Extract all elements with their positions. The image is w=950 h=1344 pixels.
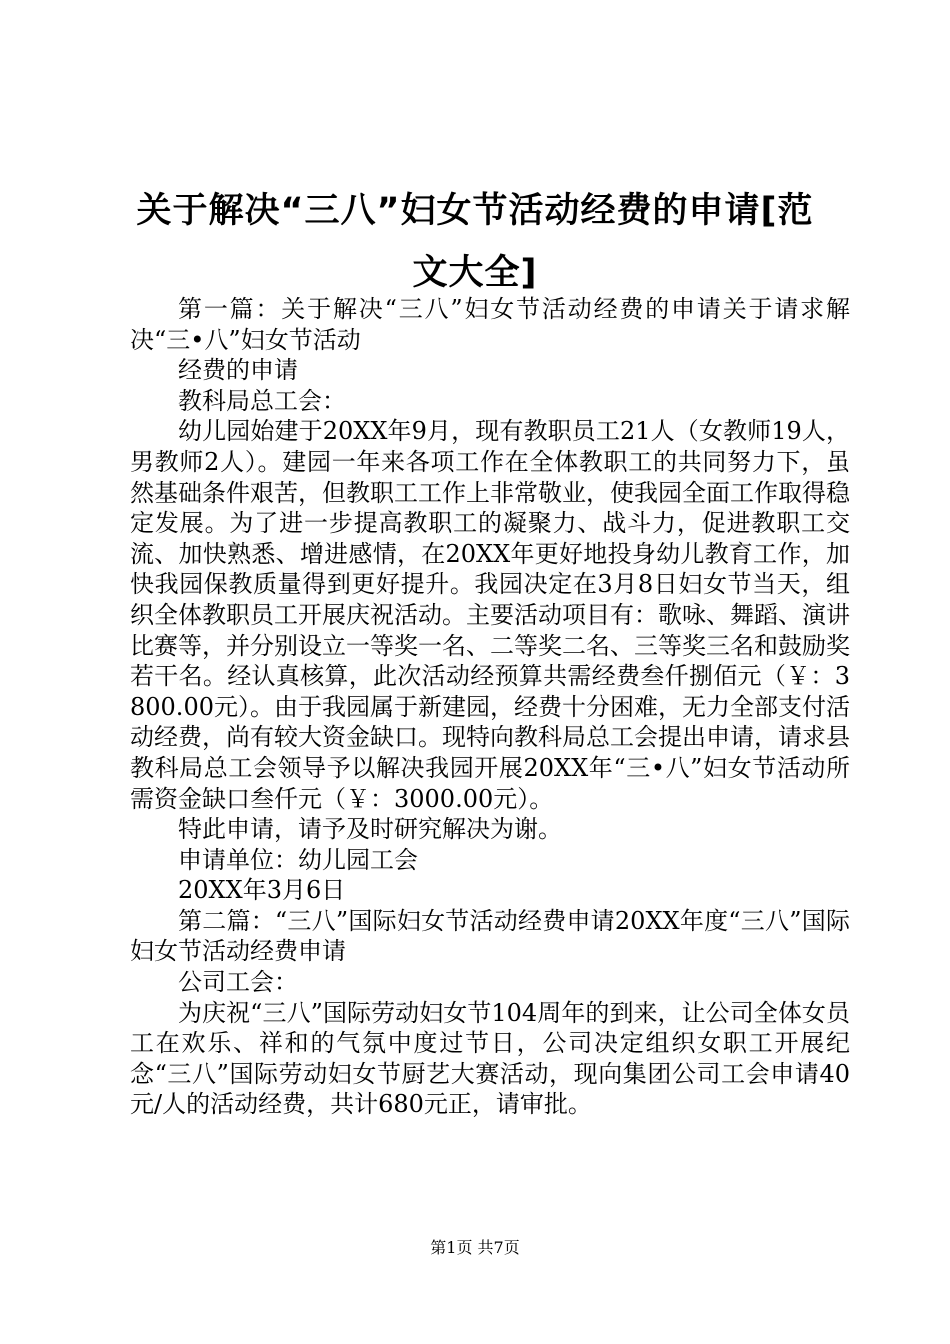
paragraph-second-article-heading: 第二篇：“三八”国际妇女节活动经费申请20XX年度“三八”国际妇女节活动经费申请 [130,906,850,966]
paragraph-date: 20XX年3月6日 [178,876,346,905]
paragraph-body-1: 幼儿园始建于20XX年9月，现有教职员工21人（女教师19人，男教师2人）。建园一年来各项工作在全体教职工的共同努力下，虽然基础条件艰苦，但教职工工作上非常敬业，使我园全面工作取得稳定发展。为了进一步提高教职工的凝聚力、战斗力，促进教职工交流、加快熟悉、增进感情，在20XX年更好地投身幼儿教育工作，加快我园保教质量得到更好提升。我园决定在3月8日妇女节当天，组织全体教职员工开展庆祝活动。主要活动项目有：歌咏、舞蹈、演讲比赛等，并分别设立一等奖一名、二等奖二名、三等奖三名和鼓励奖若干名。经认真核算，此次活动经预算共需经费叁仟捌佰元（￥：3800.00元）。由于我园属于新建园，经费十分困难，无力全部支付活动经费，尚有较大资金缺口。现特向教科局总工会提出申请，请求县教科局总工会领导予以解决我园开展20XX年“三•八”妇女节活动所需资金缺口叁仟元（￥：3000.00元）。 [130,417,850,813]
page-number-footer: 第1页 共7页 [430,1238,520,1257]
paragraph-first-article-heading: 第一篇：关于解决“三八”妇女节活动经费的申请关于请求解决“三•八”妇女节活动 [130,295,850,354]
document-title: 关于解决“三八”妇女节活动经费的申请[范文大全] [136,191,814,293]
paragraph-addressee-2: 公司工会： [178,968,298,997]
document-body [130,294,850,1120]
paragraph-signature-unit: 申请单位：幼儿园工会 [178,845,418,874]
paragraph-closing-1: 特此申请，请予及时研究解决为谢。 [178,815,562,844]
paragraph-body-2: 为庆祝“三八”国际劳动妇女节104周年的到来，让公司全体女员工在欢乐、祥和的气氛中度过节日，公司决定组织女职工开展纪念“三八”国际劳动妇女节厨艺大赛活动，现向集团公司工会申请40元/人的活动经费，共计680元正，请审批。 [130,998,850,1119]
paragraph-first-article-heading-cont: 经费的申请 [178,356,298,385]
paragraph-addressee-1: 教科局总工会： [178,386,346,415]
